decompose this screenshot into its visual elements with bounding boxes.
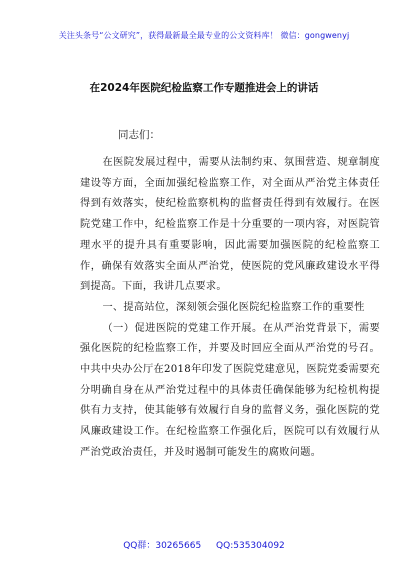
document-body bbox=[80, 153, 380, 464]
document-title: 在2024年医院纪检监察工作专题推进会上的讲话 bbox=[89, 82, 319, 94]
salutation: 同志们： bbox=[118, 129, 160, 141]
section-heading: 一、提高站位，深刻领会强化医院纪检监察工作的重要性 bbox=[102, 301, 365, 313]
footer-contact bbox=[0, 538, 408, 551]
header-promo-note: 关注头条号“公文研究”，获得最新最全最专业的公文资料库！ 微信：gongwenyj bbox=[58, 31, 350, 40]
qq-group-text: QQ群：30265665 bbox=[123, 541, 202, 551]
subsection-paragraph: （一）促进医院的党建工作开展。在从严治党背景下，需要强化医院的纪检监察工作，并要及时回应全面从严治党的号召。中共中央办公厅在2018年印发了医院党建意见，医院党委需要充分明确自身在从严治党过程中的具体责任确保能够为纪检机构提供有力支持，使其能够有效履行自身的监督义务，强化医院的党风廉政建设工作。在纪检监察工作强化后，医院可以有效履行从严治党政治责任，并及时遏制可能发生的腐败问题。 bbox=[80, 322, 380, 458]
intro-paragraph: 在医院发展过程中，需要从法制约束、氛围营造、规章制度建设等方面，全面加强纪检监察工作，对全面从严治党主体责任得到有效落实，使纪检监察机构的监督责任得到有效履行。在医院党建工作中，纪检监察工作是十分重要的一项内容，对医院管理水平的提升具有重要影响，因此需要加强医院的纪检监察工作，确保有效落实全面从严治党，使医院的党风廉政建设水平得到提高。下面，我讲几点要求。 bbox=[80, 157, 380, 293]
qq-text: QQ:535304092 bbox=[216, 541, 285, 551]
